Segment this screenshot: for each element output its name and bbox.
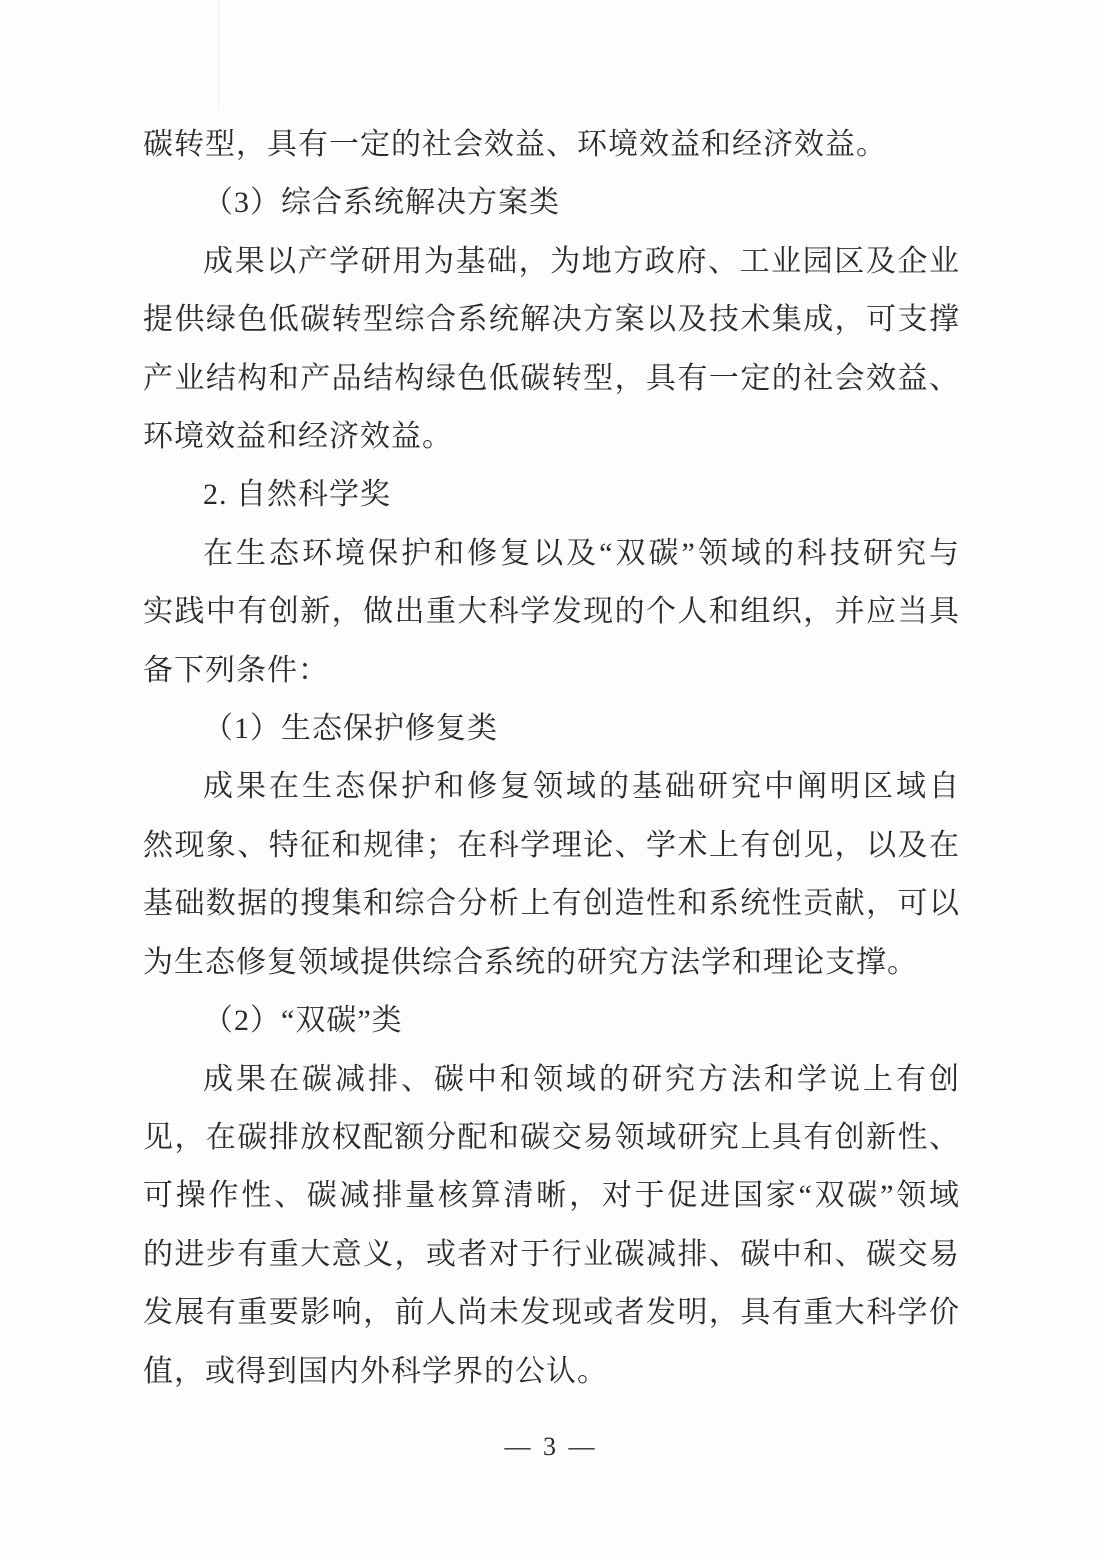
paragraph-end-line: 值，或得到国内外科学界的公认。 xyxy=(143,1354,608,1388)
body-text-line: 产业结构和产品结构绿色低碳转型，具有一定的社会效益、 xyxy=(143,361,959,395)
body-text-line: 然现象、特征和规律；在科学理论、学术上有创见，以及在 xyxy=(143,828,959,862)
subsection-heading-3-comprehensive-system-solutions: （3）综合系统解决方案类 xyxy=(203,186,560,220)
body-text-line: 发展有重要影响，前人尚未发现或者发明，具有重大科学价 xyxy=(143,1296,959,1330)
body-text-line: 成果以产学研用为基础，为地方政府、工业园区及企业 xyxy=(203,244,959,278)
subsection-heading-2-dual-carbon: （2）“双碳”类 xyxy=(203,1004,403,1038)
paragraph-end-line: 为生态修复领域提供综合系统的研究方法学和理论支撑。 xyxy=(143,945,918,979)
body-text-line: 基础数据的搜集和综合分析上有创造性和系统性贡献，可以 xyxy=(143,887,959,921)
paragraph-continuation-line: 碳转型，具有一定的社会效益、环境效益和经济效益。 xyxy=(143,128,887,161)
body-text-line: 提供绿色低碳转型综合系统解决方案以及技术集成，可支撑 xyxy=(143,303,959,337)
body-text-line: 可操作性、碳减排量核算清晰，对于促进国家“双碳”领域 xyxy=(143,1179,959,1213)
body-text-line: 成果在生态保护和修复领域的基础研究中阐明区域自 xyxy=(203,770,959,804)
paragraph-end-line: 环境效益和经济效益。 xyxy=(143,420,453,454)
page-footer xyxy=(0,1432,1102,1462)
section-heading-2-natural-science-award: 2. 自然科学奖 xyxy=(203,478,391,512)
body-text-line: 在生态环境保护和修复以及“双碳”领域的科技研究与 xyxy=(203,536,959,570)
scan-artifact-line xyxy=(218,0,219,110)
body-text-line: 成果在碳减排、碳中和领域的研究方法和学说上有创 xyxy=(203,1062,959,1096)
subsection-heading-1-ecological-protection-restoration: （1）生态保护修复类 xyxy=(203,712,498,746)
body-text-line: 见，在碳排放权配额分配和碳交易领域研究上具有创新性、 xyxy=(143,1120,959,1154)
body-text-line: 实践中有创新，做出重大科学发现的个人和组织，并应当具 xyxy=(143,595,959,629)
page-number: — 3 — xyxy=(504,1432,598,1461)
body-text-line: 的进步有重大意义，或者对于行业碳减排、碳中和、碳交易 xyxy=(143,1237,959,1271)
document-body xyxy=(143,116,959,1401)
paragraph-end-line: 备下列条件： xyxy=(143,653,329,687)
